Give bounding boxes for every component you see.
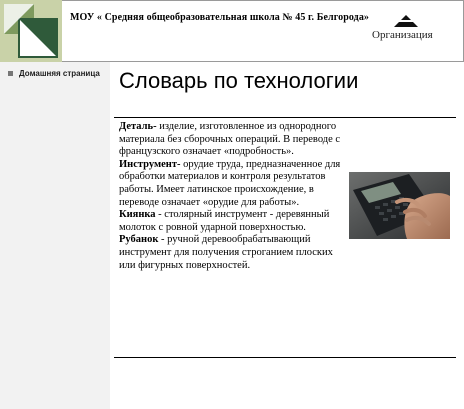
content-bottom-divider [114,357,456,358]
logo-graphic [0,0,62,62]
glossary-definition: изделие, изготовленное из однородного материала без сборочных операций. В переводе с французского означает «подробность». [119,121,341,158]
glossary-term: Рубанок [119,234,159,246]
sidebar-item-home[interactable] [8,69,100,78]
glossary-term: Киянка [119,209,156,221]
hand-calculator-photo [349,172,450,239]
glossary-entry [119,234,341,272]
glossary-definition: орудие труда, предназначенное для обработки материалов и контроля результатов работы. Имеет латинское происхождение, в переводе означает «орудие для работы». [119,158,341,208]
school-name: МОУ « Средняя общеобразовательная школа № 45 г. Белгорода» [70,12,370,23]
sidebar [0,62,110,409]
glossary-content [119,121,341,272]
organization-label: Организация [372,29,433,41]
glossary-term: Деталь- [119,121,157,132]
calculator-image [349,172,450,239]
organization-logo-icon [393,14,419,28]
square-bullet-icon [8,71,13,76]
glossary-definition: - ручной деревообрабатывающий инструмент для получения строганием плоских или фигурных поверхностей. [119,234,333,271]
page-title: Словарь по технологии [119,68,359,93]
glossary-term: Инструмент- [119,158,181,170]
glossary-entry [119,121,341,159]
glossary-entry [119,159,341,209]
glossary-entry [119,209,341,234]
site-logo [0,0,62,62]
sidebar-item-label: Домашняя страница [19,69,100,78]
header [0,0,464,62]
glossary-definition: - столярный инструмент - деревянный молоток с ровной ударной поверхностью. [119,209,330,233]
content-top-divider [114,117,456,118]
